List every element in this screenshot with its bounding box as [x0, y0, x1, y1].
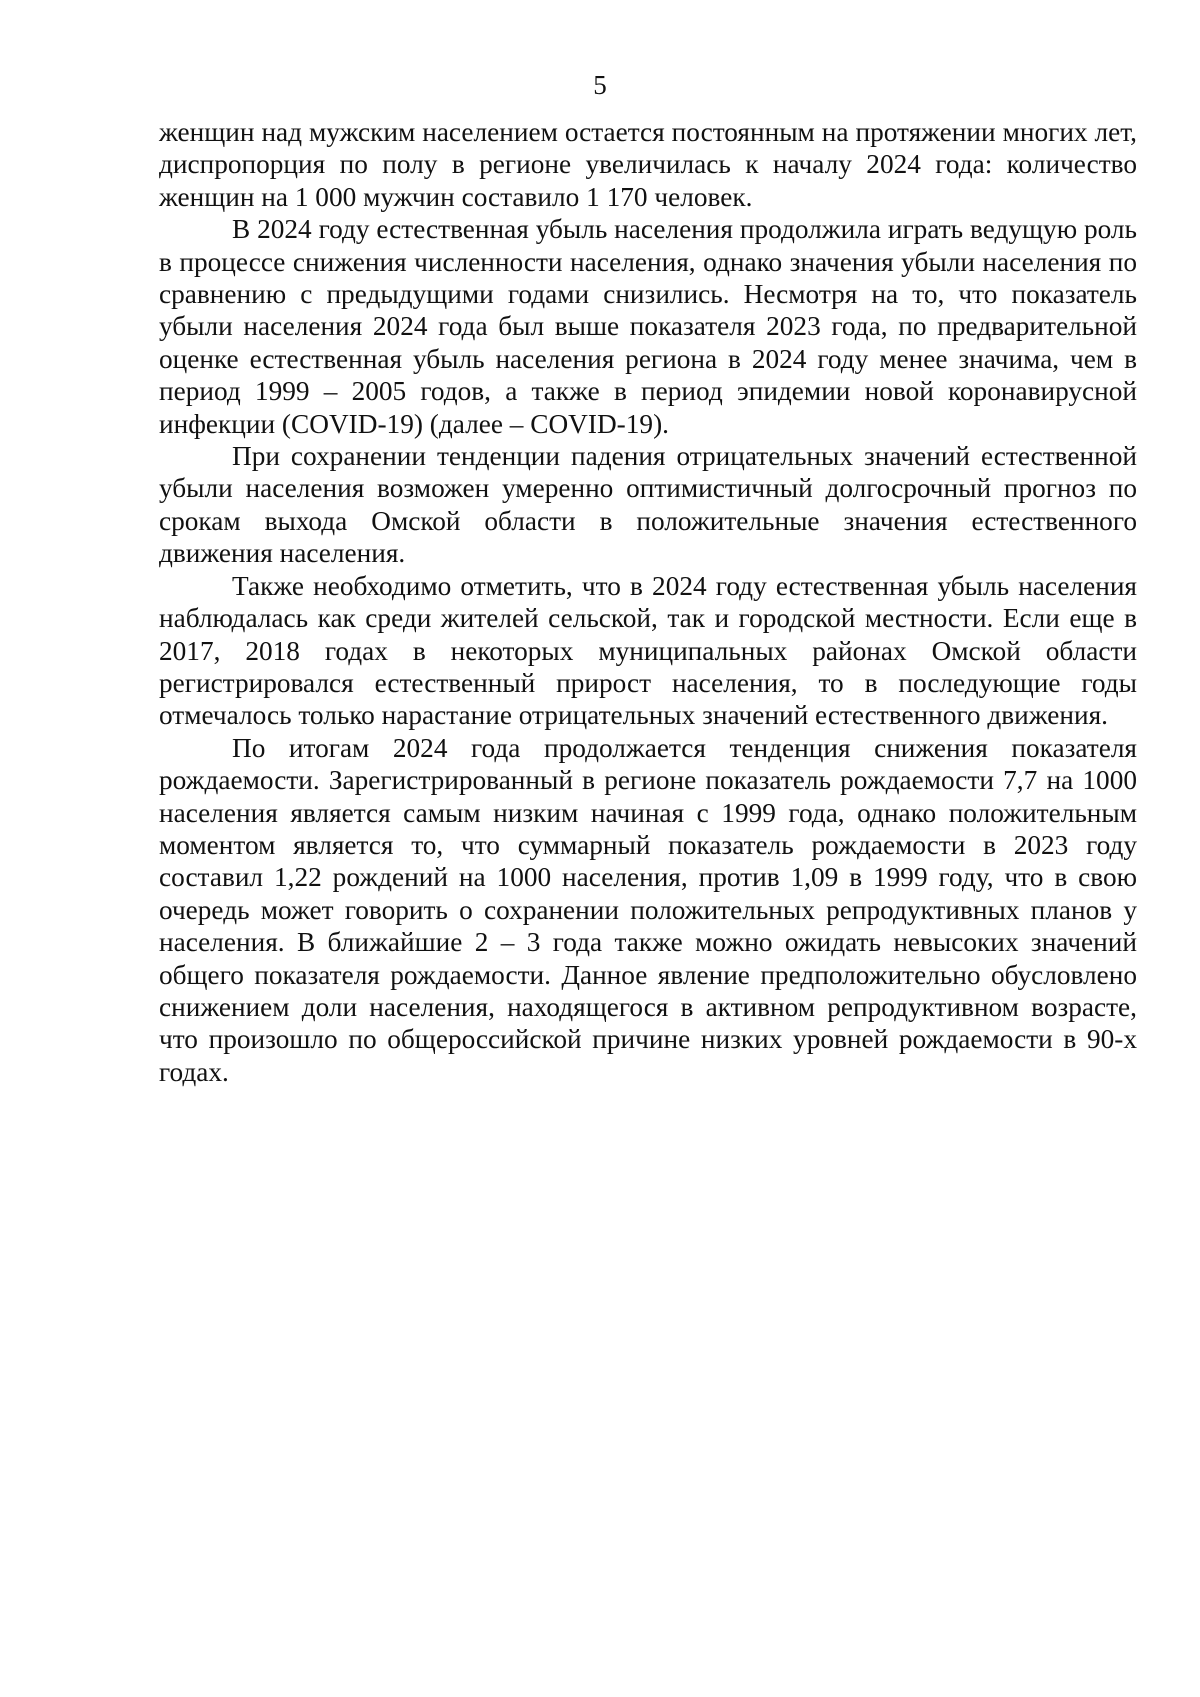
paragraph-natural-decline: В 2024 году естественная убыль населения продолжила играть ведущую роль в процессе снижения численности населения, однако значения убыли населения по сравнению с предыдущими годами снизились. Несмотря на то, что показатель убыли населения 2024 года был выше показателя 2023 года, по предварительной оценке естественная убыль населения региона в 2024 году менее значима, чем в период 1999 – 2005 годов, а также в период эпидемии новой коронавирусной инфекции (COVID-19) (далее – COVID-19). — [159, 214, 1137, 439]
paragraph-birth-rate: По итогам 2024 года продолжается тенденция снижения показателя рождаемости. Зарегистрированный в регионе показатель рождаемости 7,7 на 1000 населения является самым низким начиная с 1999 года, однако положительным моментом является то, что суммарный показатель рождаемости в 2023 году составил 1,22 рождений на 1000 населения, против 1,09 в 1999 году, что в свою очередь может говорить о сохранении положительных репродуктивных планов у населения. В ближайшие 2 – 3 года также можно ожидать невысоких значений общего показателя рождаемости. Данное явление предположительно обусловлено снижением доли населения, находящегося в активном репродуктивном возрасте, что произошло по общероссийской причине низких уровней рождаемости в 90-х годах. — [159, 732, 1137, 1087]
document-body — [159, 116, 1137, 1088]
paragraph-rural-urban: Также необходимо отметить, что в 2024 году естественная убыль населения наблюдалась как среди жителей сельской, так и городской местности. Если еще в 2017, 2018 годах в некоторых муниципальных районах Омской области регистрировался естественный прирост населения, то в последующие годы отмечалось только нарастание отрицательных значений естественного движения. — [159, 570, 1137, 731]
page-number: 5 — [593, 70, 607, 100]
paragraph-forecast: При сохранении тенденции падения отрицательных значений естественной убыли населения возможен умеренно оптимистичный долгосрочный прогноз по срокам выхода Омской области в положительные значения естественного движения населения. — [159, 441, 1137, 569]
paragraph-continued: женщин над мужским населением остается постоянным на протяжении многих лет, диспропорция по полу в регионе увеличилась к началу 2024 года: количество женщин на 1 000 мужчин составило 1 170 человек. — [159, 117, 1137, 212]
